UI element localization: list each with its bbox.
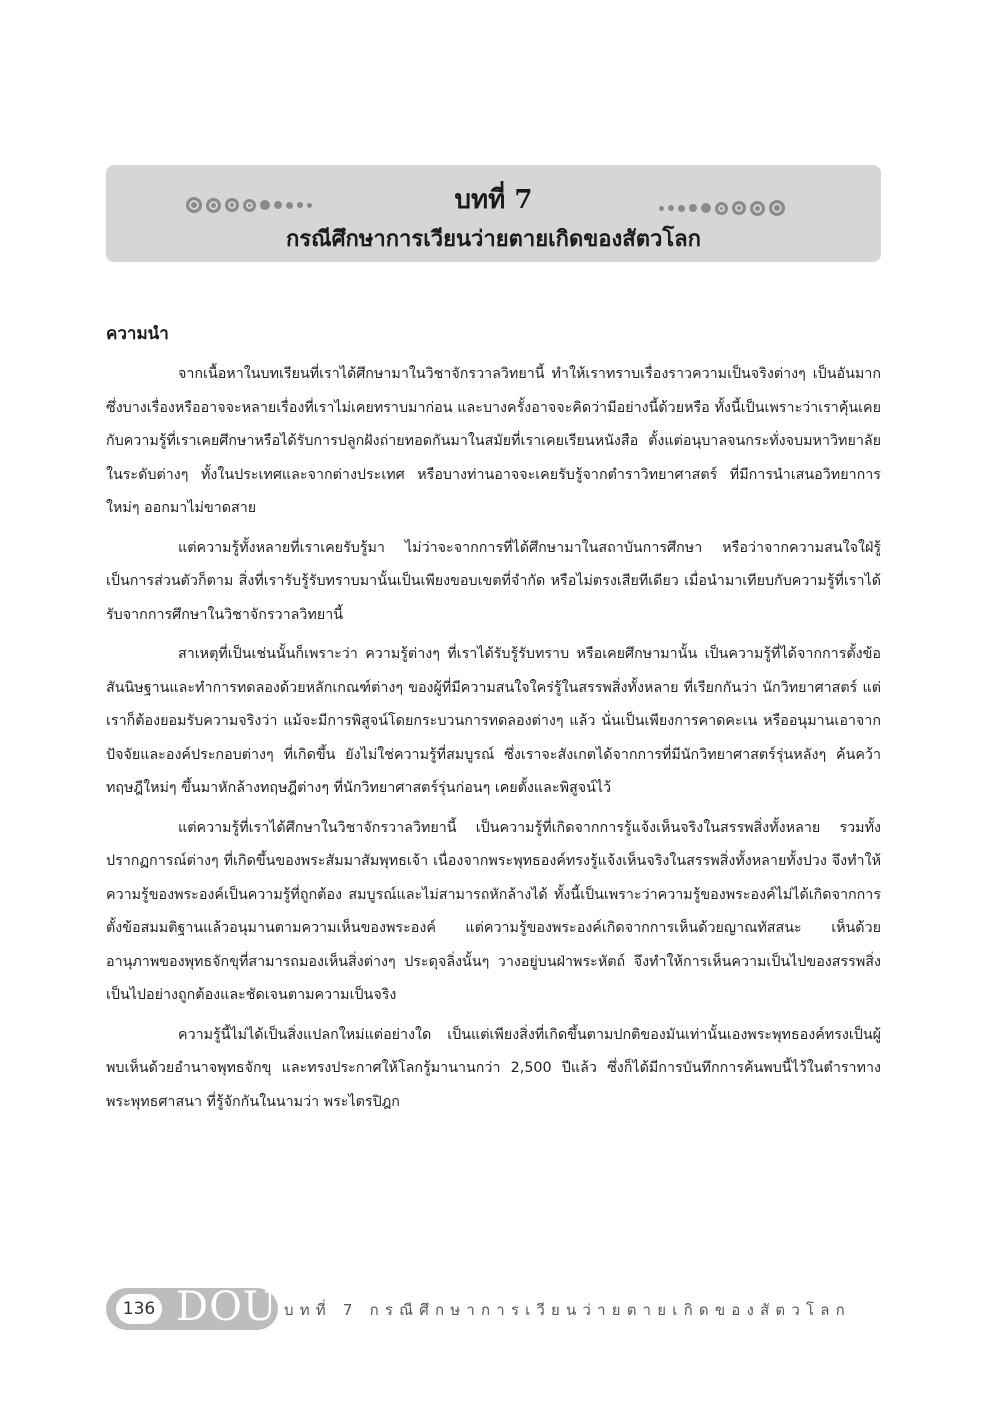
paragraph: ความรู้นี้ไม่ได้เป็นสิ่งแปลกใหม่แต่อย่างใด เป็นแต่เพียงสิ่งที่เกิดขึ้นตามปกติของมันเท่านั้นเองพระพุทธองค์ทรงเป็นผู้พบเห็นด้วยอำนาจพุทธจักขุ และทรงประกาศให้โลกรู้มานานกว่า 2,500 ปีแล้ว ซึ่งก็ได้มีการบันทึกการค้นพบนี้ไว้ในตำราทางพระพุทธศาสนา ที่รู้จักกันในนามว่า พระไตรปิฎก	[106, 1026, 881, 1110]
dot-ornament	[678, 205, 685, 212]
running-title: บทที่ 7 กรณีศึกษาการเวียนว่ายตายเกิดของสัตวโลก	[284, 1301, 851, 1319]
paragraph: จากเนื้อหาในบทเรียนที่เราได้ศึกษามาในวิชาจักรวาลวิทยานี้ ทำให้เราทราบเรื่องราวความเป็นจริงต่างๆ เป็นอันมาก ซึ่งบางเรื่องหรืออาจจะหลายเรื่องที่เราไม่เคยทราบมาก่อน และบางครั้งอาจจะคิดว่ามีอย่างนี้ด้วยหรือ ทั้งนี้เป็นเพราะว่าเราคุ้นเคยกับความรู้ที่เราเคยศึกษาหรือได้รับการปลูกฝังถ่ายทอดกันมาในสมัยที่เราเคยเรียนหนังสือ ตั้งแต่อนุบาลจนกระทั่งจบมหาวิทยาลัยในระดับต่างๆ ทั้งในประเทศและจากต่างประเทศ หรือบางท่านอาจจะเคยรับรู้จากตำราวิทยาศาสตร์ ที่มีการนำเสนอวิทยาการใหม่ๆ ออกมาไม่ขาดสาย	[106, 366, 881, 516]
paragraph: แต่ความรู้ทั้งหลายที่เราเคยรับรู้มา ไม่ว่าจะจากการที่ได้ศึกษามาในสถาบันการศึกษา หรือว่าจากความสนใจใฝ่รู้เป็นการส่วนตัวก็ตาม สิ่งที่เรารับรู้รับทราบมานั้นเป็นเพียงขอบเขตที่จำกัด หรือไม่ตรงเสียทีเดียว เมื่อนำมาเทียบกับความรู้ที่เราได้รับจากการศึกษาในวิชาจักรวาลวิทยานี้	[106, 539, 881, 623]
body-text	[106, 358, 881, 1125]
chapter-title: กรณีศึกษาการเวียนว่ายตายเกิดของสัตวโลก	[286, 227, 701, 252]
chapter-number: บทที่ 7	[454, 185, 533, 215]
dot-ornament	[750, 201, 765, 216]
dot-ornament	[715, 202, 728, 215]
page-footer	[106, 1284, 896, 1330]
paragraph: แต่ความรู้ที่เราได้ศึกษาในวิชาจักรวาลวิทยานี้ เป็นความรู้ที่เกิดจากการรู้แจ้งเห็นจริงในสรรพสิ่งทั้งหลาย รวมทั้งปรากฏการณ์ต่างๆ ที่เกิดขึ้นของพระสัมมาสัมพุทธเจ้า เนื่องจากพระพุทธองค์ทรงรู้แจ้งเห็นจริงในสรรพสิ่งทั้งหลายทั้งปวง จึงทำให้ความรู้ของพระองค์เป็นความรู้ที่ถูกต้อง สมบูรณ์และไม่สามารถหักล้างได้ ทั้งนี้เป็นเพราะว่าความรู้ของพระองค์ไม่ได้เกิดจากการตั้งข้อสมมติฐานแล้วอนุมานตามความเห็นของพระองค์ แต่ความรู้ของพระองค์เกิดจากการเห็นด้วยญาณทัสสนะ เห็นด้วยอานุภาพของพุทธจักขุที่สามารถมองเห็นสิ่งต่างๆ ประดุจลิ่งนั้นๆ วางอยู่บนฝ่าพระหัตถ์ จึงทำให้การเห็นความเป็นไปของสรรพสิ่งเป็นไปอย่างถูกต้องและชัดเจนตามความเป็นจริง	[106, 819, 881, 1003]
dot-ornament	[659, 206, 664, 211]
dot-ornament	[689, 204, 697, 212]
chapter-header	[106, 165, 881, 262]
page-number: 136	[116, 1294, 162, 1324]
dot-ornament	[668, 205, 674, 211]
page-badge	[106, 1284, 278, 1330]
dou-logo: DOU	[176, 1284, 278, 1330]
section-heading: ความนำ	[106, 324, 169, 344]
dot-ornament	[769, 200, 785, 216]
dot-ornament	[701, 203, 711, 213]
dots-decoration-right	[659, 200, 785, 216]
paragraph: สาเหตุที่เป็นเช่นนั้นก็เพราะว่า ความรู้ต่างๆ ที่เราได้รับรู้รับทราบ หรือเคยศึกษามานั้น เป็นความรู้ที่ได้จากการตั้งข้อสันนิษฐานและทำการทดลองด้วยหลักเกณฑ์ต่างๆ ของผู้ที่มีความสนใจใคร่รู้ในสรรพสิ่งทั้งหลาย ที่เรียกกันว่า นักวิทยาศาสตร์ แต่เราก็ต้องยอมรับความจริงว่า แม้จะมีการพิสูจน์โดยกระบวนการทดลองต่างๆ แล้ว นั่นเป็นเพียงการคาดคะเน หรืออนุมานเอาจากปัจจัยและองค์ประกอบต่างๆ ที่เกิดขึ้น ยังไม่ใช่ความรู้ที่สมบูรณ์ ซึ่งเราจะสังเกตได้จากการที่มีนักวิทยาศาสตร์รุ่นหลังๆ ค้นคว้าทฤษฎีใหม่ๆ ขึ้นมาหักล้างทฤษฎีต่างๆ ที่นักวิทยาศาสตร์รุ่นก่อนๆ เคยตั้งและพิสูจน์ไว้	[106, 646, 881, 796]
dot-ornament	[732, 201, 746, 215]
